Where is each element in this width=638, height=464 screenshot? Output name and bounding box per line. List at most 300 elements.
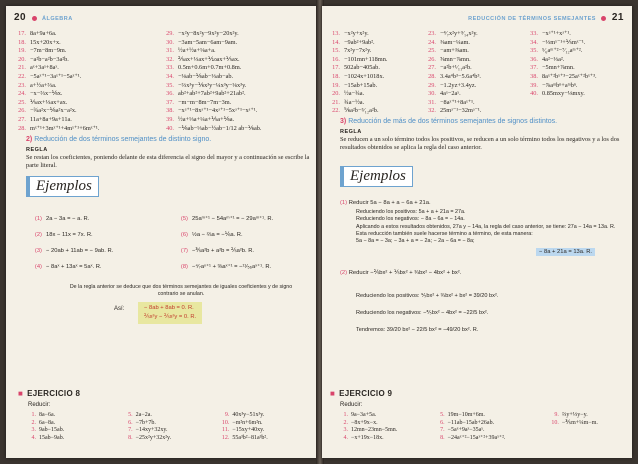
item-number: 6. bbox=[440, 419, 445, 426]
item-number: (7) bbox=[180, 248, 188, 254]
item-expression: −8aˣ⁺¹+8aˣ⁺¹. bbox=[440, 98, 475, 106]
right-page-header bbox=[468, 12, 624, 23]
item-expression: −15xy+40xy. bbox=[232, 427, 265, 433]
exercise-item bbox=[326, 30, 422, 39]
item-expression: 11a+8a+9a+11a. bbox=[30, 115, 72, 123]
item-number: 19. bbox=[332, 81, 340, 89]
item-expression: −am+⅜am. bbox=[440, 47, 469, 55]
example-item bbox=[30, 211, 113, 227]
item-expression: 3.4a⁴b³−5.6a⁴b³. bbox=[440, 72, 481, 80]
exercise-list-col-1 bbox=[12, 30, 162, 133]
item-number: 33. bbox=[166, 64, 174, 72]
item-expression: 25mᵃ⁻¹−32mᵃ⁻¹. bbox=[440, 107, 482, 115]
item-expression: −m−m−8m−7m−3m. bbox=[178, 98, 232, 106]
item-number: 25. bbox=[18, 98, 26, 106]
item-number: 13. bbox=[332, 30, 340, 37]
item-expression: 9ab−15ab. bbox=[39, 427, 65, 433]
item-expression: a+½a+⅔a. bbox=[30, 81, 57, 89]
page-number: 20 bbox=[14, 12, 27, 23]
item-expression: −101mn+118mn. bbox=[344, 55, 388, 63]
item-number: 25. bbox=[428, 47, 436, 55]
item-number: 5. bbox=[128, 412, 133, 418]
item-number: 22. bbox=[332, 107, 340, 115]
exercise-item bbox=[12, 30, 162, 39]
item-expression: − 8aˣ + 13aˣ = 5aˣ. R. bbox=[46, 264, 102, 270]
exercise-item bbox=[12, 116, 162, 125]
item-expression: 8a+9a+6a. bbox=[30, 30, 57, 37]
item-expression: −⅗a²b + a²b = ⅖a²b. R. bbox=[192, 248, 254, 254]
item-expression: ⅕ax+⅓ax+ax. bbox=[30, 98, 68, 106]
item-number: 32. bbox=[166, 55, 174, 63]
example-item bbox=[176, 259, 273, 275]
example-item bbox=[176, 227, 273, 243]
exercise-item bbox=[422, 47, 526, 56]
exercise-item bbox=[326, 107, 422, 116]
example-step: Reduciendo los negativos: − 8a − 6a = − 14a. bbox=[356, 216, 465, 223]
item-expression: ab²+ab²+7ab²+9ab²+21ab². bbox=[178, 90, 246, 98]
item-number: 9. bbox=[554, 412, 559, 418]
exercise-item bbox=[524, 56, 632, 65]
item-number: 31. bbox=[428, 98, 436, 106]
asi-line: − 8ab + 8ab = 0. R. bbox=[144, 305, 194, 311]
item-expression: −8x+9x−x. bbox=[351, 419, 378, 426]
exercise-item bbox=[551, 420, 630, 428]
exercise-item bbox=[160, 73, 316, 82]
item-expression: mˣ⁺¹+3mˣ⁺¹+4mˣ⁺¹+6mˣ⁺¹. bbox=[30, 124, 100, 132]
exercise-item bbox=[422, 82, 526, 91]
item-expression: ½a−¾a. bbox=[344, 90, 365, 98]
item-expression: −⅓mˣ⁻¹+⅕mˣ⁻¹. bbox=[542, 38, 586, 46]
section-title bbox=[340, 118, 557, 125]
exercise-list-col-3 bbox=[524, 30, 632, 99]
item-number: 11. bbox=[222, 427, 230, 433]
ejercicio-label: EJERCICIO 9 bbox=[339, 389, 393, 398]
item-number: 29. bbox=[166, 30, 174, 37]
item-number: (5) bbox=[180, 216, 188, 222]
ejercicio-heading bbox=[18, 389, 80, 398]
item-number: 4. bbox=[31, 434, 36, 441]
reducir-label: Reducir: bbox=[28, 402, 51, 408]
exercise-item bbox=[524, 82, 632, 91]
item-expression: ⅚a²b−⁵⁄₁₂a²b. bbox=[344, 107, 379, 115]
exercise-item bbox=[422, 64, 526, 73]
item-number: 18. bbox=[18, 38, 26, 46]
item-number: 15. bbox=[332, 47, 340, 55]
example-step: Reduciendo los negativos: −⅖bx² − 4bx² = −22/5 bx². bbox=[356, 310, 489, 316]
item-expression: 8a−6a. bbox=[39, 412, 56, 418]
item-number: 20. bbox=[332, 90, 340, 98]
example-step: Reduciendo los positivos: ⅕bx² + ¾bx² + bx² = 39/20 bx². bbox=[356, 293, 499, 299]
item-expression: −7m−8m−9m. bbox=[30, 47, 67, 55]
item-expression: ⅜am−¼am. bbox=[440, 38, 470, 46]
exercise-item bbox=[422, 99, 526, 108]
exercise-list-col-1 bbox=[326, 30, 422, 116]
item-expression: −¾a²x−⅙a²x−a²x. bbox=[30, 107, 77, 115]
exercise-item bbox=[12, 125, 162, 134]
item-number: 40. bbox=[166, 124, 174, 132]
exercise-item bbox=[160, 39, 316, 48]
item-expression: 15x+20x+x. bbox=[30, 38, 61, 46]
exercise-item bbox=[160, 107, 316, 116]
asi-highlight bbox=[138, 302, 202, 324]
item-number: 1. bbox=[343, 412, 348, 418]
exercise-item bbox=[422, 90, 526, 99]
exercise-item bbox=[12, 73, 162, 82]
item-expression: ⅖ax+⅓ax+⅒ax+⅕ax. bbox=[178, 55, 240, 63]
item-expression: −5mn+⅞mn. bbox=[542, 64, 575, 72]
item-expression: −3am−5am−6am−9am. bbox=[178, 38, 238, 46]
item-number: 6. bbox=[128, 419, 133, 426]
item-expression: −⅗m+¼m−m. bbox=[561, 419, 598, 426]
exercise-item bbox=[12, 56, 162, 65]
exercise-item bbox=[12, 82, 162, 91]
exercise-item bbox=[524, 47, 632, 56]
header-dot-icon bbox=[32, 16, 37, 21]
example-item bbox=[30, 227, 113, 243]
item-expression: 2a−2a. bbox=[135, 412, 152, 418]
item-expression: ½a+⅓a+¼a+⅕a+⅙a. bbox=[178, 115, 235, 123]
exercise-item bbox=[12, 90, 162, 99]
item-expression: 502ab−405ab. bbox=[344, 64, 380, 72]
item-expression: −24aˣ⁺²−15aˣ⁺²+39aˣ⁺². bbox=[447, 434, 506, 441]
exercise-item bbox=[326, 64, 422, 73]
item-expression: −⅛ab−⅙ab−⅓ab−ab. bbox=[178, 72, 234, 80]
example-1-steps bbox=[356, 209, 624, 245]
item-number: 7. bbox=[440, 427, 445, 433]
item-expression: −x+19x−18x. bbox=[351, 434, 384, 441]
exercise-item bbox=[160, 125, 316, 134]
asi-label: Así: bbox=[114, 306, 125, 312]
item-number: 5. bbox=[440, 412, 445, 418]
item-number: 23. bbox=[18, 81, 26, 89]
item-number: 16. bbox=[332, 55, 340, 63]
item-expression: aˣ+3aˣ+8aˣ. bbox=[30, 64, 59, 72]
item-number: 21. bbox=[332, 98, 340, 106]
item-expression: −1.2yz+3.4yz. bbox=[440, 81, 477, 89]
item-expression: 15ab−9ab. bbox=[39, 434, 65, 441]
exercise-item bbox=[524, 73, 632, 82]
exercise-item bbox=[28, 427, 125, 435]
item-expression: −1024x+1018x. bbox=[344, 72, 385, 80]
item-number: 8. bbox=[440, 434, 445, 441]
item-number: 24. bbox=[428, 38, 436, 46]
item-number: 14. bbox=[332, 38, 340, 46]
item-number: 28. bbox=[18, 124, 26, 132]
section-title-text: Reducción de más de dos términos semejantes de signos distintos. bbox=[348, 118, 558, 125]
exercise-item bbox=[221, 435, 318, 443]
item-number: 38. bbox=[530, 72, 538, 80]
exercise-item bbox=[221, 420, 318, 428]
exercise-item bbox=[422, 73, 526, 82]
item-number: 19. bbox=[18, 47, 26, 55]
regla-heading: REGLA bbox=[26, 147, 48, 153]
item-number: 2. bbox=[343, 419, 348, 426]
example-statement: Reducir −⅖bx² + ⅕bx² + ¾bx² − 4bx² + bx². bbox=[348, 270, 462, 276]
item-expression: −⅔x³y−⅙x³y−¼x³y−⅛x³y. bbox=[178, 81, 247, 89]
item-number: 10. bbox=[551, 419, 559, 426]
item-expression: −x²y−8x²y−9x²y−20x²y. bbox=[178, 30, 239, 37]
item-number: 21. bbox=[18, 64, 26, 72]
example-1-heading bbox=[340, 200, 431, 206]
exercise-item bbox=[160, 64, 316, 73]
item-expression: −25x²y+32x²y. bbox=[135, 434, 172, 441]
exercise-item bbox=[160, 90, 316, 99]
asi-line: ⅖x²y − ⅖x²y = 0. R. bbox=[144, 314, 197, 320]
exercise-item bbox=[340, 435, 437, 443]
item-number: 28. bbox=[428, 72, 436, 80]
item-number: 27. bbox=[428, 64, 436, 72]
item-number: 22. bbox=[18, 72, 26, 80]
exercise-list-col-2 bbox=[422, 30, 526, 116]
example-number: (1) bbox=[340, 200, 348, 206]
item-expression: 2a − 3a = − a. R. bbox=[46, 216, 90, 222]
section-number: 3) bbox=[340, 118, 347, 125]
exercise-item bbox=[551, 412, 630, 420]
exercise-item bbox=[326, 90, 422, 99]
item-number: (2) bbox=[34, 232, 42, 238]
example-item bbox=[30, 259, 113, 275]
exercise-item bbox=[12, 64, 162, 73]
item-number: (3) bbox=[34, 248, 42, 254]
item-number: 26. bbox=[428, 55, 436, 63]
exercise-item bbox=[160, 30, 316, 39]
exercise-item bbox=[422, 39, 526, 48]
regla-text: Se restan los coeficientes, poniendo delante de esta diferencia el signo del mayor y a continuación se escribe la parte literal. bbox=[26, 154, 310, 169]
item-expression: −x−⅔x−⅙x. bbox=[30, 90, 63, 98]
example-1-result: − 8a + 21a = 13a. R. bbox=[536, 248, 595, 256]
item-number: 3. bbox=[343, 427, 348, 433]
item-expression: ½a − ⅔a = −⅙a. R. bbox=[192, 232, 243, 238]
item-number: 30. bbox=[166, 38, 174, 46]
exercise-item bbox=[125, 412, 222, 420]
item-number: 32. bbox=[428, 107, 436, 115]
page-number: 21 bbox=[611, 12, 624, 23]
item-expression: 8aˣ⁺²bˣ⁺³−25aˣ⁺²bˣ⁺³. bbox=[542, 72, 597, 80]
item-expression: 7x²y−7x²y. bbox=[344, 47, 372, 55]
item-number: 4. bbox=[343, 434, 348, 441]
exercise-item bbox=[160, 47, 316, 56]
item-expression: −15ab+15ab. bbox=[344, 81, 378, 89]
item-expression: 9a−3a+5a. bbox=[351, 412, 377, 418]
example-step: Reduciendo los positivos: 5a + a + 21a = 27a. bbox=[356, 209, 466, 215]
item-number: 34. bbox=[166, 72, 174, 80]
item-number: 33. bbox=[530, 30, 538, 37]
exercise-item bbox=[160, 99, 316, 108]
item-number: 35. bbox=[530, 47, 538, 55]
item-number: 36. bbox=[530, 55, 538, 63]
ejercicio-heading bbox=[330, 389, 392, 398]
item-expression: ⅔y+⅓y−y. bbox=[561, 412, 588, 418]
exercise-item bbox=[326, 99, 422, 108]
exercise-item bbox=[28, 435, 125, 443]
item-expression: −5aˣ+9aˣ−35aˣ. bbox=[447, 427, 485, 433]
exercise-item bbox=[125, 420, 222, 428]
example-1-final bbox=[536, 249, 595, 255]
item-expression: 25aᵐ⁺¹ − 54aᵐ⁺¹ = − 29aᵐ⁺¹. R. bbox=[192, 216, 274, 222]
item-number: 12. bbox=[221, 434, 230, 441]
item-number: 23. bbox=[428, 30, 436, 37]
example-2-steps bbox=[356, 288, 624, 339]
exercise-item bbox=[28, 420, 125, 428]
exercise-item bbox=[524, 39, 632, 48]
item-expression: −a²b+¹⁄₁₁a²b. bbox=[440, 64, 472, 72]
item-expression: −⅙ab−⅓ab−½ab−1/12 ab−⅙ab. bbox=[178, 124, 262, 132]
exercise-item bbox=[437, 420, 551, 428]
section-title-text: Reducción de dos términos semejantes de distinto signo. bbox=[34, 136, 212, 143]
item-number: 1. bbox=[31, 412, 36, 418]
example-step: Tendremos: 39/20 bx² − 22/5 bx² = −49/20 bx². R. bbox=[356, 327, 479, 333]
arrow-icon: ■ bbox=[330, 389, 336, 398]
item-number: 29. bbox=[428, 81, 436, 89]
item-number: 9. bbox=[224, 412, 230, 418]
examples-right bbox=[176, 211, 273, 275]
item-number: 30. bbox=[428, 90, 436, 98]
ejemplos-box: Ejemplos bbox=[340, 166, 413, 187]
exercise-item bbox=[12, 39, 162, 48]
exercise-item bbox=[437, 427, 551, 435]
item-expression: −xᵃ⁺¹+xᵃ⁺¹. bbox=[542, 30, 571, 37]
item-number: 7. bbox=[128, 427, 133, 433]
exercise-item bbox=[340, 427, 437, 435]
example-item bbox=[176, 211, 273, 227]
item-expression: −11ab−15ab+26ab. bbox=[447, 419, 495, 426]
item-expression: −m²n+6m²n. bbox=[232, 419, 263, 426]
item-expression: 18x − 11x = 7x. R. bbox=[46, 232, 93, 238]
item-expression: −xᵃ⁺¹−8xᵃ⁺¹−4xᵃ⁺¹−5xᵃ⁺¹−xᵃ⁺¹. bbox=[178, 107, 258, 115]
exercise-item bbox=[12, 107, 162, 116]
item-number: 27. bbox=[18, 115, 26, 123]
item-expression: −⁴⁄₇aˣ⁺¹ + ⅜aˣ⁺¹ = −¹¹⁄₅₆aˣ⁺¹. R. bbox=[192, 264, 272, 270]
reducir-label: Reducir: bbox=[340, 402, 363, 408]
exercise-item bbox=[221, 412, 318, 420]
arrow-icon: ■ bbox=[18, 389, 24, 398]
item-expression: 4aˣ−2aˣ. bbox=[440, 90, 461, 98]
item-number: 39. bbox=[166, 115, 174, 123]
item-number: 35. bbox=[166, 81, 174, 89]
item-expression: − 20ab + 11ab = − 9ab. R. bbox=[46, 248, 114, 254]
item-expression: −x²y+x²y. bbox=[344, 30, 369, 37]
item-expression: −9ab²+9ab². bbox=[344, 38, 375, 46]
item-expression: 0.85mxy−⅛mxy. bbox=[542, 90, 585, 98]
item-number: 26. bbox=[18, 107, 26, 115]
exercise-item bbox=[326, 56, 422, 65]
item-expression: −⅞aᵐbⁿ+aᵐbⁿ. bbox=[542, 81, 578, 89]
note-text: De la regla anterior se deduce que dos términos semejantes de iguales coeficientes y de signo contrario se anulan. bbox=[69, 284, 293, 297]
exercise-item bbox=[12, 99, 162, 108]
exercise-item bbox=[422, 30, 526, 39]
exercise-item bbox=[524, 64, 632, 73]
regla-text: Se reducen a un solo término todos los positivos, se reducen a un solo término todos los negativos y a los dos resultados obtenidos se aplica la regla del caso anterior. bbox=[340, 136, 620, 151]
exercise-item bbox=[326, 82, 422, 91]
section-number: 2) bbox=[26, 136, 33, 143]
item-number: 40. bbox=[530, 90, 538, 98]
item-expression: ½a+½a+⅛a+a. bbox=[178, 47, 216, 55]
exercise-item bbox=[160, 116, 316, 125]
item-number: 31. bbox=[166, 47, 174, 55]
example-step: Aplicando a estos resultados obtenidos, 27a y − 14a, la regla del caso anterior, se tiene: 27a − 14a = 13a. R. bbox=[356, 223, 616, 230]
ejercicio-label: EJERCICIO 8 bbox=[27, 389, 81, 398]
item-number: 39. bbox=[530, 81, 538, 89]
item-number: 24. bbox=[18, 90, 26, 98]
exercise-item bbox=[524, 30, 632, 39]
exercise-item bbox=[221, 427, 318, 435]
item-number: (4) bbox=[34, 264, 42, 270]
exercise-item bbox=[422, 56, 526, 65]
exercise-list-col-2 bbox=[160, 30, 316, 133]
item-expression: ⁵⁄₆aᵐ⁺²−⁷⁄₁₂aᵐ⁺². bbox=[542, 47, 583, 55]
exercise-item bbox=[160, 82, 316, 91]
item-expression: 40x³y−51x³y. bbox=[232, 412, 265, 418]
left-page-header bbox=[14, 12, 73, 23]
left-page bbox=[6, 6, 318, 458]
item-number: (8) bbox=[180, 264, 188, 270]
exercise-item bbox=[437, 435, 551, 443]
section-title bbox=[26, 136, 211, 143]
exercise-item bbox=[340, 412, 437, 420]
item-number: 38. bbox=[166, 107, 174, 115]
exercise-item bbox=[326, 39, 422, 48]
item-number: 18. bbox=[332, 72, 340, 80]
exercise-item bbox=[125, 435, 222, 443]
example-2-heading bbox=[340, 270, 461, 276]
item-number: 10. bbox=[221, 419, 230, 426]
header-title: ÁLGEBRA bbox=[42, 16, 73, 22]
item-expression: −7b+7b. bbox=[135, 419, 156, 426]
header-dot-icon bbox=[601, 16, 606, 21]
item-expression: −5aˣ⁺¹−3aˣ⁺¹−5aˣ⁺¹. bbox=[30, 72, 82, 80]
exercise-item bbox=[125, 427, 222, 435]
exercise-item bbox=[340, 420, 437, 428]
item-number: (1) bbox=[34, 216, 42, 222]
item-number: 37. bbox=[166, 98, 174, 106]
example-statement: Reducir 5a − 8a + a − 6a + 21a. bbox=[348, 200, 431, 206]
ejemplos-box: Ejemplos bbox=[26, 176, 99, 197]
item-expression: ⅝mn−⅞mn. bbox=[440, 55, 471, 63]
item-expression: 4a²−⅓a². bbox=[542, 55, 565, 63]
item-expression: −⁴⁄₇x²y+⁹⁄₁₄x²y. bbox=[440, 30, 478, 37]
item-number: 36. bbox=[166, 90, 174, 98]
regla-heading: REGLA bbox=[340, 129, 362, 135]
item-expression: 0.5m+0.6m+0.7m+0.8m. bbox=[178, 64, 242, 72]
exercise-item bbox=[160, 56, 316, 65]
example-item bbox=[176, 243, 273, 259]
item-number: 37. bbox=[530, 64, 538, 72]
exercise-item bbox=[12, 47, 162, 56]
item-expression: −14xy+32xy. bbox=[135, 427, 168, 433]
exercise-item bbox=[524, 90, 632, 99]
item-number: 2. bbox=[31, 419, 36, 426]
item-expression: 6a−8a. bbox=[39, 419, 56, 426]
example-step: 5a − 8a = − 3a; − 3a + a = − 2a; − 2a − 6a = − 8a; bbox=[356, 238, 475, 245]
item-number: 3. bbox=[31, 427, 36, 433]
example-item bbox=[30, 243, 113, 259]
exercise-item bbox=[437, 412, 551, 420]
item-expression: 55a³b²−81a³b². bbox=[232, 434, 268, 441]
exercise-grid bbox=[340, 412, 630, 442]
item-expression: 12mn−23mn−5mn. bbox=[351, 427, 398, 433]
item-number: 17. bbox=[332, 64, 340, 72]
item-number: 20. bbox=[18, 55, 26, 63]
item-expression: ¾a−½a. bbox=[344, 98, 365, 106]
exercise-item bbox=[326, 73, 422, 82]
item-number: 34. bbox=[530, 38, 538, 46]
right-page bbox=[322, 6, 632, 458]
item-number: 17. bbox=[18, 30, 26, 37]
item-number: 8. bbox=[128, 434, 133, 441]
item-expression: 19m−10m+6m. bbox=[447, 412, 485, 418]
examples-left bbox=[30, 211, 113, 275]
exercise-item bbox=[422, 107, 526, 116]
